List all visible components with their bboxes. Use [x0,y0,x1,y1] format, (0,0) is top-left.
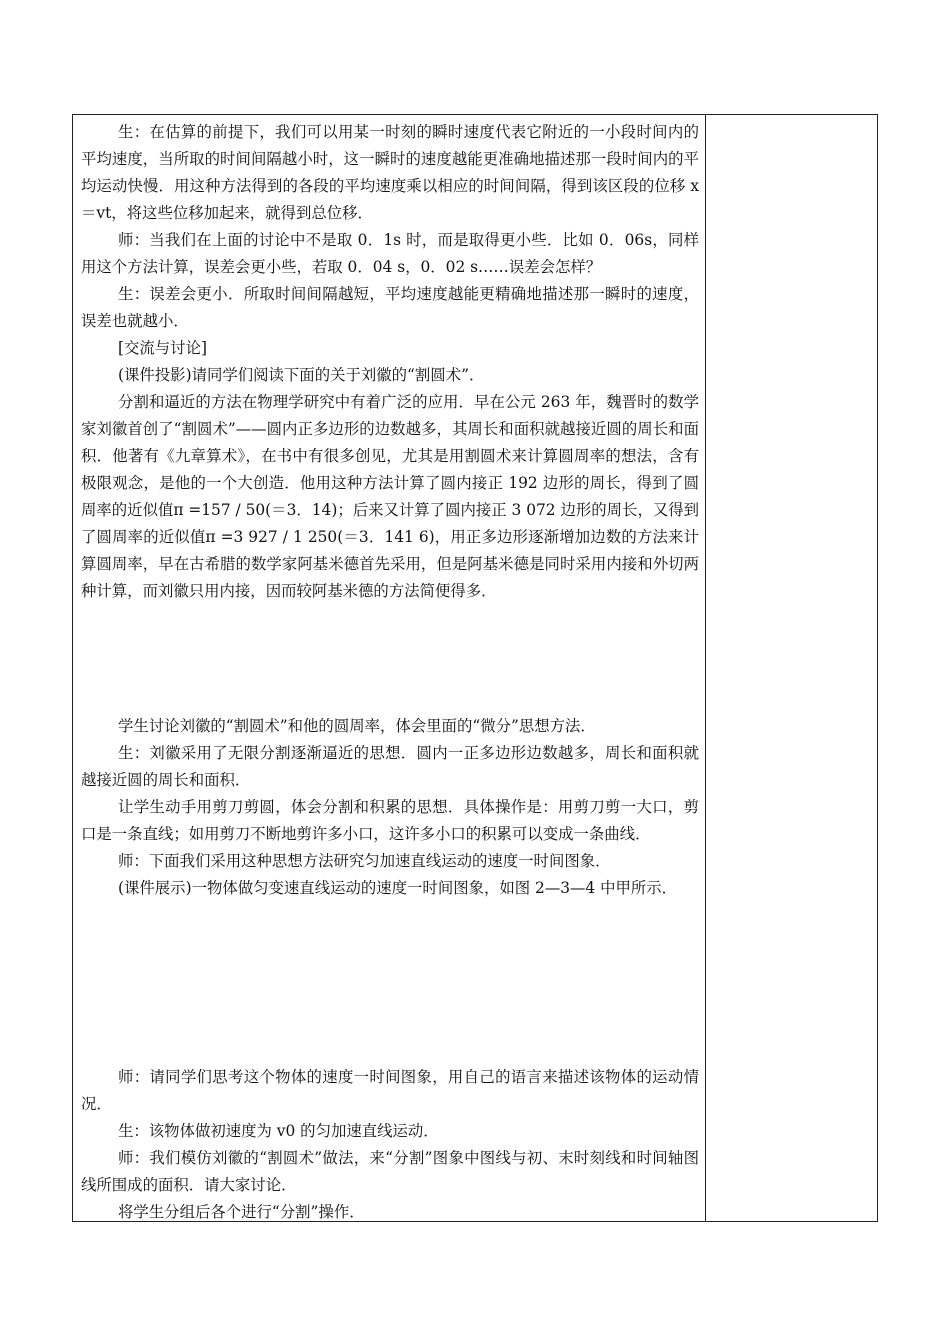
paragraph: 师：我们模仿刘徽的“割圆术”做法，来“分割”图象中图线与初、末时刻线和时间轴图线所围成的面积．请大家讨论． [81,1149,699,1194]
spacer [81,902,699,1064]
text-block-3 [81,1064,699,1226]
paragraph: 让学生动手用剪刀剪圆，体会分割和积累的思想．具体操作是：用剪刀剪一大口，剪口是一条直线；如用剪刀不断地剪许多小口，这许多小口的积累可以变成一条曲线． [81,798,699,843]
paragraph: 分割和逼近的方法在物理学研究中有着广泛的应用．早在公元 263 年，魏晋时的数学家刘徽首创了“割圆术”——圆内正多边形的边数越多，其周长和面积就越接近圆的周长和面积．他著有《九章算术》，在书中有很多创见，尤其是用割圆术来计算圆周率的想法，含有极限观念，是他的一个大创造．他用这种方法计算了圆内接正 192 边形的周长，得到了圆周率的近似值π =157 / 50(＝3．14)；后来又计算了圆内接正 3 072 边形的周长，又得到了圆周率的近似值π =3 927 / 1 250(＝3．141 6)，用正多边形逐渐增加边数的方法来计算圆周率，早在古希腊的数学家阿基米德首先采用，但是阿基米德是同时采用内接和外切两种计算，而刘徽只用内接，因而较阿基米德的方法简便得多． [81,393,700,600]
spacer [81,605,699,713]
lesson-table [72,114,878,1222]
paragraph: 将学生分组后各个进行“分割”操作． [118,1203,365,1221]
paragraph: 学生讨论刘徽的“割圆术”和他的圆周率，体会里面的“微分”思想方法． [118,717,596,735]
notes-cell [706,115,877,1221]
paragraph: 生：误差会更小．所取时间间隔越短，平均速度越能更精确地描述那一瞬时的速度，误差也就越小． [81,285,699,330]
paragraph: (课件展示)一物体做匀变速直线运动的速度一时间图象，如图 2—3—4 中甲所示． [118,879,678,897]
paragraph: 师：下面我们采用这种思想方法研究匀加速直线运动的速度一时间图象． [118,852,611,870]
text-block-2 [81,713,699,902]
lesson-main-cell [81,119,699,1226]
paragraph: 师：当我们在上面的讨论中不是取 0．1s 时，而是取得更小些．比如 0．06s，同样用这个方法计算，误差会更小些，若取 0．04 s，0．02 s……误差会怎样？ [81,231,699,276]
section-heading: [交流与讨论] [118,339,207,357]
paragraph: 生：在估算的前提下，我们可以用某一时刻的瞬时速度代表它附近的一小段时间内的平均速度，当所取的时间间隔越小时，这一瞬时的速度越能更准确地描述那一段时间内的平均运动快慢．用这种方法得到的各段的平均速度乘以相应的时间间隔，得到该区段的位移 x＝vt，将这些位移加起来，就得到总位移． [81,123,699,222]
paragraph: 师：请同学们思考这个物体的速度一时间图象，用自己的语言来描述该物体的运动情况． [81,1068,699,1113]
paragraph: (课件投影)请同学们阅读下面的关于刘徽的“割圆术”． [118,366,485,384]
paragraph: 生：刘徽采用了无限分割逐渐逼近的思想．圆内一正多边形边数越多，周长和面积就越接近圆的周长和面积． [81,744,699,789]
text-block-1 [81,119,699,605]
paragraph: 生：该物体做初速度为 v0 的匀加速直线运动． [118,1122,439,1140]
